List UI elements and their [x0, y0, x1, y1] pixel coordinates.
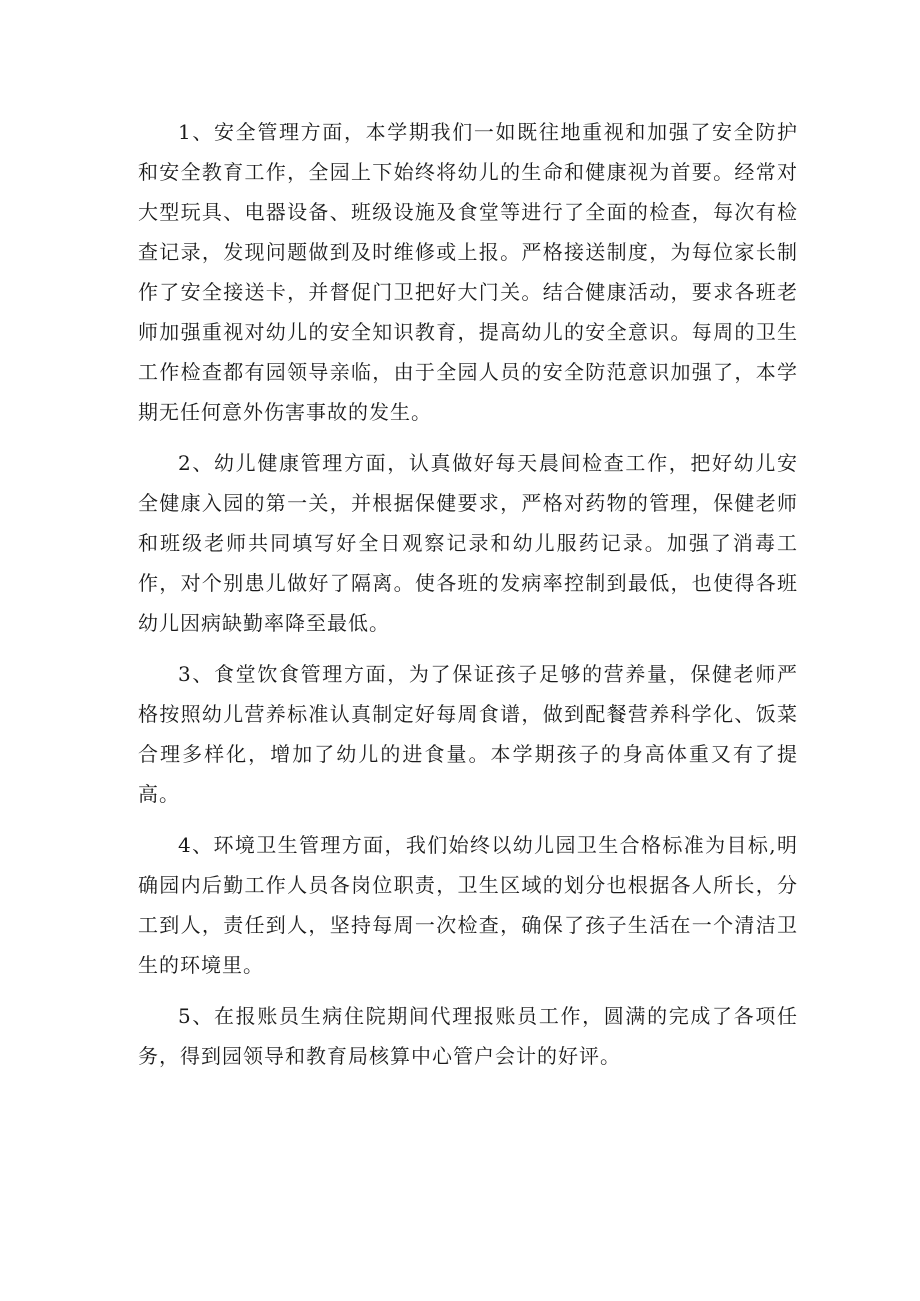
- paragraph-environment-hygiene: 4、环境卫生管理方面，我们始终以幼儿园卫生合格标准为目标,明确园内后勤工作人员各岗位职责，卫生区域的划分也根据各人所长，分工到人，责任到人，坚持每周一次检查，确保了孩子生活在一个清洁卫生的环境里。: [138, 833, 798, 977]
- paragraph-accounting-work: 5、在报账员生病住院期间代理报账员工作，圆满的完成了各项任务，得到园领导和教育局核算中心管户会计的好评。: [138, 1004, 798, 1068]
- document-body: [138, 112, 798, 1087]
- paragraph-canteen-management: 3、食堂饮食管理方面，为了保证孩子足够的营养量，保健老师严格按照幼儿营养标准认真制定好每周食谱，做到配餐营养科学化、饭菜合理多样化，增加了幼儿的进食量。本学期孩子的身高体重又有了提高。: [138, 662, 798, 806]
- paragraph-health-management: 2、幼儿健康管理方面，认真做好每天晨间检查工作，把好幼儿安全健康入园的第一关，并根据保健要求，严格对药物的管理，保健老师和班级老师共同填写好全日观察记录和幼儿服药记录。加强了消毒工作，对个别患儿做好了隔离。使各班的发病率控制到最低，也使得各班幼儿因病缺勤率降至最低。: [138, 451, 798, 635]
- paragraph-safety-management: 1、安全管理方面，本学期我们一如既往地重视和加强了安全防护和安全教育工作，全园上下始终将幼儿的生命和健康视为首要。经常对大型玩具、电器设备、班级设施及食堂等进行了全面的检查，每次有检查记录，发现问题做到及时维修或上报。严格接送制度，为每位家长制作了安全接送卡，并督促门卫把好大门关。结合健康活动，要求各班老师加强重视对幼儿的安全知识教育，提高幼儿的安全意识。每周的卫生工作检查都有园领导亲临，由于全园人员的安全防范意识加强了，本学期无任何意外伤害事故的发生。: [138, 120, 798, 424]
